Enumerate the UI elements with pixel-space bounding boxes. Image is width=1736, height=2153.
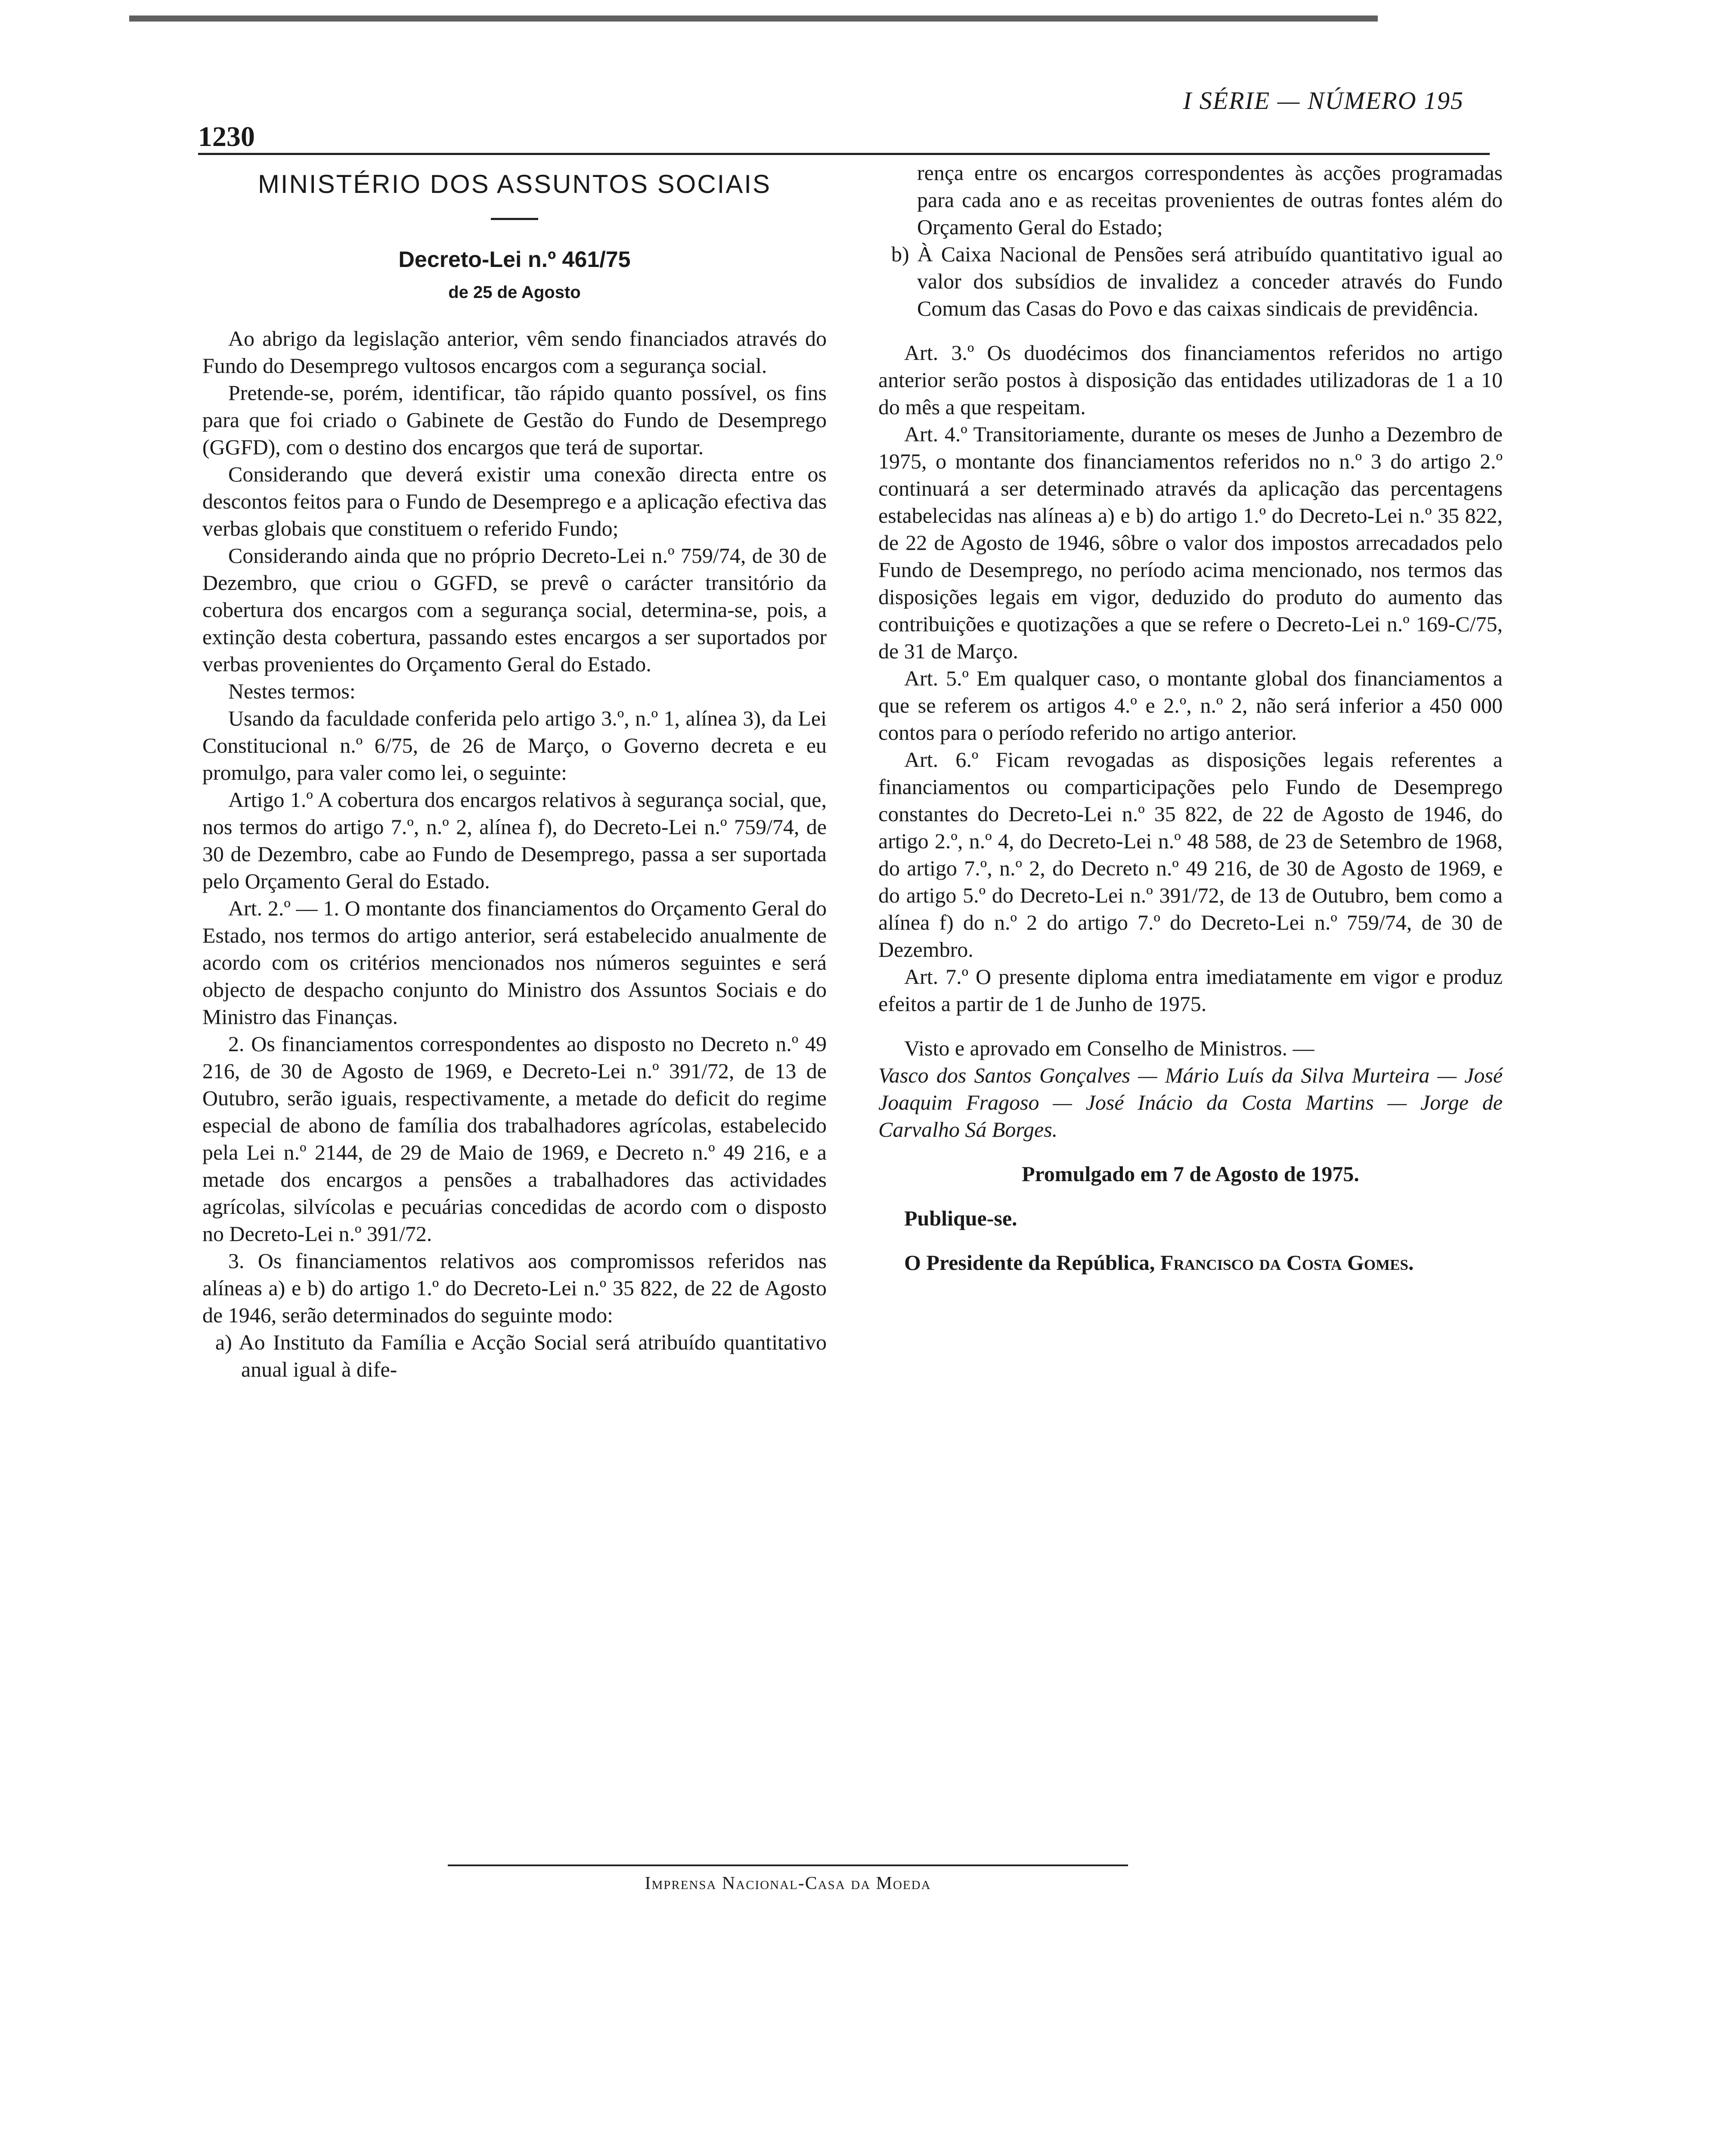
- article-4: Art. 4.º Transitoriamente, durante os meses de Junho a Dezembro de 1975, o montante dos financiamentos referidos no n.º 3 do artigo 2.º continuará a ser determinado através da aplicação das percentagens estabelecidas nas alíneas a) e b) do artigo 1.º do Decreto-Lei n.º 35 822, de 22 de Agosto de 1946, sôbre o valor dos impostos arrecadados pelo Fundo de Desemprego, no período acima mencionado, nos termos das disposições legais em vigor, deduzido do produto do aumento das contribuições e quotizações a que se refere o Decreto-Lei n.º 169-C/75, de 31 de Março.: [878, 422, 1503, 663]
- minister-signatures: Vasco dos Santos Gonçalves — Mário Luís da Silva Murteira — José Joaquim Fragoso — José Inácio da Costa Martins — Jorge de Carvalho Sá Borges.: [878, 1063, 1503, 1142]
- page-header: [198, 78, 1490, 155]
- approval-line: Visto e aprovado em Conselho de Ministros. —: [904, 1036, 1314, 1060]
- ministry-heading: MINISTÉRIO DOS ASSUNTOS SOCIAIS: [257, 170, 772, 199]
- article-1: Artigo 1.º A cobertura dos encargos relativos à segurança social, que, nos termos do artigo 7.º, n.º 2, alínea f), do Decreto-Lei n.º 759/74, de 30 de Dezembro, cabe ao Fundo de Desemprego, passa a ser suportada pelo Orçamento Geral do Estado.: [202, 787, 827, 893]
- gazette-page: [198, 78, 1511, 1972]
- paragraph: Nestes termos:: [228, 679, 356, 703]
- paragraph: Considerando ainda que no próprio Decreto-Lei n.º 759/74, de 30 de Dezembro, que criou o GGFD, se prevê o carácter transitório da cobertura dos encargos com a segurança social, determina-se, pois, a extinção desta cobertura, passando estes encargos a ser suportados por verbas provenientes do Orçamento Geral do Estado.: [202, 543, 827, 676]
- article-6: Art. 6.º Ficam revogadas as disposições legais referentes a financiamentos ou comparticipações pelo Fundo de Desemprego constantes do Decreto-Lei n.º 35 822, de 22 de Agosto de 1946, do artigo 2.º, n.º 4, do Decreto-Lei n.º 48 588, de 23 de Setembro de 1968, do artigo 7.º, n.º 2, do Decreto n.º 49 216, de 30 de Agosto de 1969, e do artigo 5.º do Decreto-Lei n.º 391/72, de 13 de Outubro, bem como a alínea f) do n.º 2 do artigo 7.º do Decreto-Lei n.º 759/74, de 30 de Dezembro.: [878, 748, 1503, 962]
- article-7: Art. 7.º O presente diploma entra imediatamente em vigor e produz efeitos a partir de 1 de Junho de 1975.: [878, 965, 1503, 1016]
- promulgation-date: Promulgado em 7 de Agosto de 1975.: [1022, 1162, 1359, 1186]
- president-name: Francisco da Costa Gomes.: [1160, 1250, 1414, 1275]
- article-5: Art. 5.º Em qualquer caso, o montante global dos financiamentos a que se referem os artigos 4.º e 2.º, n.º 2, não será inferior a 450 000 contos para o período referido no artigo anterior.: [878, 666, 1503, 745]
- president-prefix: O Presidente da República,: [904, 1250, 1155, 1275]
- decree-title: Decreto-Lei n.º 461/75: [398, 247, 631, 272]
- right-column: [878, 159, 1503, 1276]
- paragraph: Considerando que deverá existir uma conexão directa entre os descontos feitos para o Fundo de Desemprego e a aplicação efectiva das verbas globais que constituem o referido Fundo;: [202, 462, 827, 540]
- publish-line: Publique-se.: [904, 1206, 1017, 1230]
- item-a: a) Ao Instituto da Família e Acção Social será atribuído quantitativo anual igual à dife-: [215, 1330, 827, 1381]
- heading-divider: [491, 218, 538, 220]
- decree-date: de 25 de Agosto: [448, 283, 581, 302]
- series-number: I SÉRIE — NÚMERO 195: [1183, 87, 1464, 115]
- paragraph: Ao abrigo da legislação anterior, vêm sendo financiados através do Fundo do Desemprego vultosos encargos com a segurança social.: [202, 326, 827, 378]
- article-2-number-3: 3. Os financiamentos relativos aos compromissos referidos nas alíneas a) e b) do artigo 1.º do Decreto-Lei n.º 35 822, de 22 de Agosto de 1946, serão determinados do seguinte modo:: [202, 1248, 827, 1327]
- article-3: Art. 3.º Os duodécimos dos financiamentos referidos no artigo anterior serão postos à disposição das entidades utilizadoras de 1 a 10 do mês a que respeitam.: [878, 341, 1503, 419]
- paragraph: Usando da faculdade conferida pelo artigo 3.º, n.º 1, alínea 3), da Lei Constitucional n.º 6/75, de 26 de Março, o Governo decreta e eu promulgo, para valer como lei, o seguinte:: [202, 706, 827, 785]
- footer-divider: [448, 1864, 1128, 1866]
- scan-edge-mark: [129, 16, 1378, 22]
- article-2-number-2: 2. Os financiamentos correspondentes ao disposto no Decreto n.º 49 216, de 30 de Agosto de 1969, e Decreto-Lei n.º 391/72, de 13 de Outubro, serão iguais, respectivamente, a metade do deficit do regime especial de abono de família dos trabalhadores agrícolas, estabelecido pela Lei n.º 2144, de 29 de Maio de 1969, e Decreto n.º 49 216, e a metade dos encargos a pensões a trabalhadores das actividades agrícolas, silvícolas e pecuárias concedidas de acordo com o disposto no Decreto-Lei n.º 391/72.: [202, 1031, 827, 1246]
- item-a-continuation: rença entre os encargos correspondentes às acções programadas para cada ano e as receitas provenientes de outras fontes além do Orçamento Geral do Estado;: [917, 161, 1503, 239]
- page-number: 1230: [198, 121, 255, 152]
- left-column: [202, 168, 827, 1383]
- item-b: b) À Caixa Nacional de Pensões será atribuído quantitativo igual ao valor dos subsídios de invalidez a conceder através do Fundo Comum das Casas do Povo e das caixas sindicais de previdência.: [891, 242, 1503, 320]
- printer-imprint: Imprensa Nacional-Casa da Moeda: [645, 1874, 931, 1893]
- paragraph: Pretende-se, porém, identificar, tão rápido quanto possível, os fins para que foi criado o Gabinete de Gestão do Fundo de Desemprego (GGFD), com o destino dos encargos que terá de suportar.: [202, 380, 827, 459]
- article-2: Art. 2.º — 1. O montante dos financiamentos do Orçamento Geral do Estado, nos termos do artigo anterior, será estabelecido anualmente de acordo com os critérios mencionados nos números seguintes e será objecto de despacho conjunto do Ministro dos Assuntos Sociais e do Ministro das Finanças.: [202, 896, 827, 1029]
- president-signature: [878, 1249, 1503, 1276]
